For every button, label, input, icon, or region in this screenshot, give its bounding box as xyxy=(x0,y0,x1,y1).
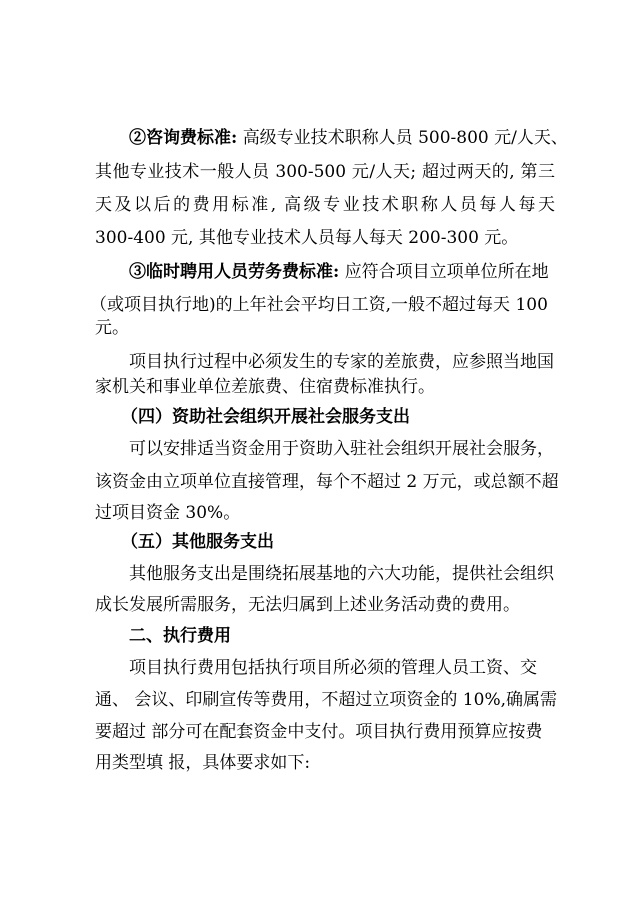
sec5-line-1: 其他服务支出是围绕拓展基地的六大功能，提供社会组织 xyxy=(129,564,554,584)
section-4-heading: （四）资助社会组织开展社会服务支出 xyxy=(121,407,410,427)
consult-label: ②咨询费标准: xyxy=(129,128,238,148)
sec2-line-3: 要超过 部分可在配套资金中支付。项目执行费用预算应按费 xyxy=(95,722,543,742)
temp-line-1 xyxy=(129,262,555,284)
consult-line-3: 天及以后的费用标准, 高级专业技术职称人员每人每天 xyxy=(95,195,555,215)
temp-text-1: 应符合项目立项单位所在地 xyxy=(344,262,549,282)
sec5-line-2: 成长发展所需服务，无法归属到上述业务活动费的费用。 xyxy=(95,595,520,615)
consult-line-2: 其他专业技术一般人员 300-500 元/人天; 超过两天的, 第三 xyxy=(95,162,555,182)
sec2-line-1: 项目执行费用包括执行项目所必须的管理人员工资、交 xyxy=(129,658,537,678)
travel-line-1: 项目执行过程中必须发生的专家的差旅费，应参照当地国 xyxy=(129,352,554,372)
sec2-line-4: 用类型填 报，具体要求如下: xyxy=(95,753,311,773)
temp-line-2: （或项目执行地)的上年社会平均日工资,一般不超过每天 100 xyxy=(90,295,548,315)
section-5-heading: （五）其他服务支出 xyxy=(121,532,274,552)
temp-label: ③临时聘用人员劳务费标准: xyxy=(129,262,340,282)
temp-line-3: 元。 xyxy=(95,318,129,338)
sec2-line-2: 通、 会议、印刷宣传等费用，不超过立项资金的 10%,确属需 xyxy=(95,690,557,710)
consult-line-1 xyxy=(129,128,568,150)
consult-text-1: 高级专业技术职称人员 500-800 元/人天、 xyxy=(242,128,568,148)
consult-line-4: 300-400 元, 其他专业技术人员每人每天 200-300 元。 xyxy=(95,228,519,248)
travel-line-2: 家机关和事业单位差旅费、住宿费标准执行。 xyxy=(95,377,435,397)
sec4-line-2: 该资金由立项单位直接管理，每个不超过 2 万元，或总额不超 xyxy=(95,472,559,492)
sec4-line-1: 可以安排适当资金用于资助入驻社会组织开展社会服务， xyxy=(129,439,554,459)
section-2-heading: 二、执行费用 xyxy=(129,626,231,646)
sec4-line-3: 过项目资金 30%。 xyxy=(95,503,241,523)
